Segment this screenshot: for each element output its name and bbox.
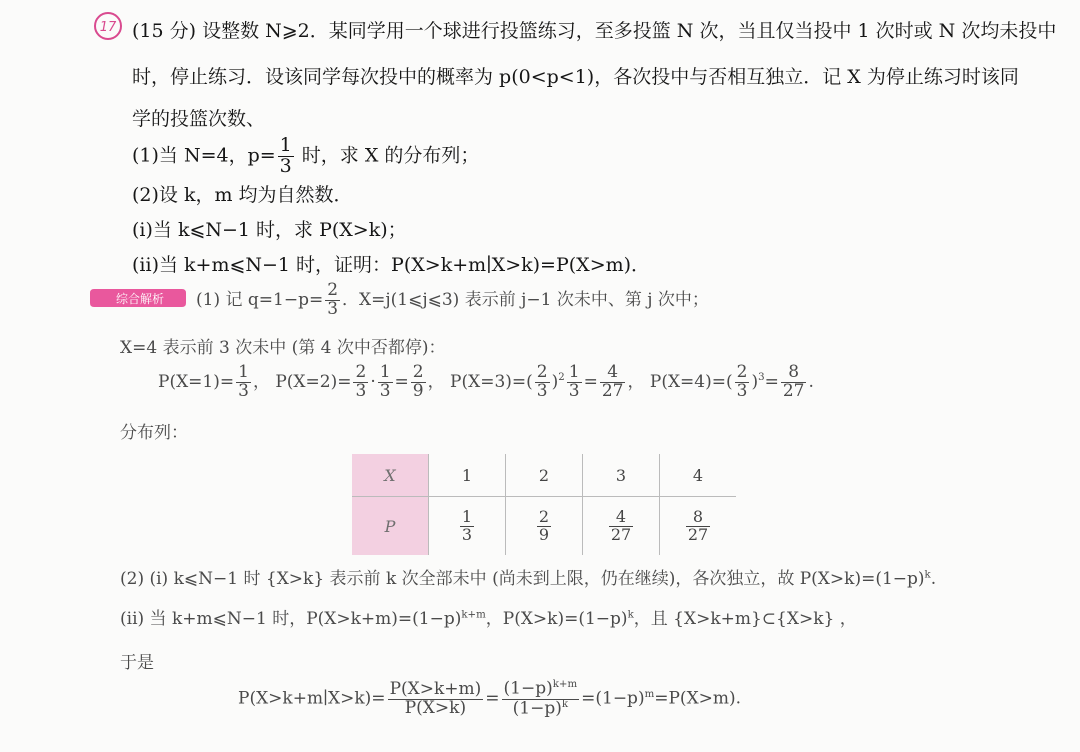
solution-2i: (2) (i) k⩽N−1 时 {X>k} 表示前 k 次全部未中 (尚未到上限，仍在继续)，各次独立，故 $P(X>k)=(1-p)^k$. [120, 569, 937, 589]
distribution-label: 分布列： [120, 423, 188, 443]
distribution-table-wrap [352, 454, 736, 555]
part-1-prefix: (1)当 N=4，p= [132, 144, 276, 167]
solution-2ii: (ii) 当 k+m⩽N−1 时，$P(X>k+m)=(1-p)^{k+m}$，$P(X>k)=(1-p)^k$，且 {X>k+m}⊂{X>k} ， [120, 609, 857, 629]
table-row-x [352, 454, 736, 497]
table-cell: 2 [506, 454, 583, 497]
table-cell: $\frac{8}{27}$ [660, 497, 737, 556]
table-cell: $\frac{4}{27}$ [583, 497, 660, 556]
fraction-two-thirds: $\frac{2}{3}$ [327, 280, 339, 319]
table-cell: $\frac{1}{3}$ [429, 497, 506, 556]
solution-tag-label: 综合解析 [115, 292, 165, 306]
solution-line-1: (1) 记 q=1−p= $\frac{2}{3}$ ．X=j(1⩽j⩽3) 表示前 j−1 次未中、第 j 次中； [196, 280, 709, 319]
therefore-label: 于是 [120, 653, 154, 673]
problem-line-3: 学的投篮次数、 [132, 108, 266, 130]
part-1-suffix: 时，求 X 的分布列； [295, 144, 480, 167]
circle-badge-icon [92, 10, 124, 42]
table-cell: 4 [660, 454, 737, 497]
table-header-p: P [352, 497, 429, 556]
final-equation: P(X>k+m∣X>k)= $\frac{P(X>k+m)}{P(X>k)}$ = $\frac{(1-p)^{k+m}}{(1-p)^k}$ $=(1-p)^m=P(X>m)$. [238, 678, 742, 719]
solution-line-2: X=4 表示前 3 次未中 (第 4 次中否都停)： [120, 338, 446, 358]
solution-tag-icon [88, 287, 188, 309]
part-2: (2)设 k，m 均为自然数． [132, 184, 353, 206]
part-2-ii: (ii)当 k+m⩽N−1 时，证明：P(X>k+m∣X>k)=P(X>m)． [132, 254, 651, 276]
problem-line-1: (15 分) 设整数 N⩾2．某同学用一个球进行投篮练习，至多投篮 N 次，当且仅当投中 1 次时或 N 次均未投中 [132, 20, 1057, 42]
table-cell: 1 [429, 454, 506, 497]
part-2-i: (i)当 k⩽N−1 时，求 P(X>k)； [132, 219, 407, 241]
table-row-p [352, 497, 736, 556]
table-cell: $\frac{2}{9}$ [506, 497, 583, 556]
problem-number: 17 [99, 20, 117, 35]
part-1 [132, 136, 479, 177]
problem-line-2: 时，停止练习．设该同学每次投中的概率为 p(0<p<1)，各次投中与否相互独立．记 X 为停止练习时该同 [132, 66, 1019, 88]
problem-number-badge [92, 10, 124, 42]
probabilities-line: P(X=1)= $\frac{1}{3}$ ， P(X=2)= $\frac{2}{3}$ · $\frac{1}{3}$ = $\frac{2}{9}$ ， P(X=3)=( $\frac{2}{3}$ )$^2$ $\frac{1}{3}$ = $\frac{4}{27}$ ， P(X=4)=( $\frac{2}{3}$ )$^3$= $\frac{8}{27}$ . [158, 362, 814, 401]
fraction-one-third: $\frac{1}{3}$ [279, 134, 292, 177]
distribution-table [352, 454, 736, 555]
table-header-x: X [352, 454, 429, 497]
table-cell: 3 [583, 454, 660, 497]
solution-tag [88, 287, 188, 309]
